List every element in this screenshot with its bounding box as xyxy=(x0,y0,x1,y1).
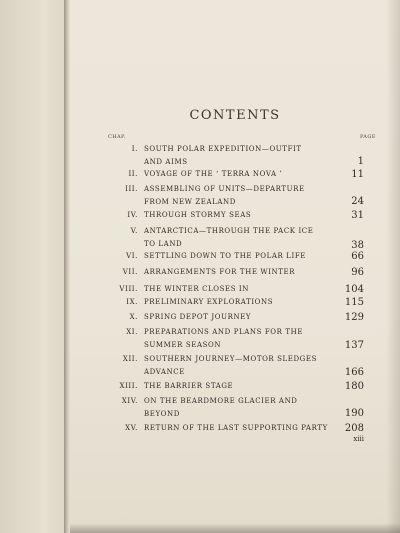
page-number: 208 xyxy=(344,423,364,434)
toc-entry-10 xyxy=(100,311,364,324)
chapter-title: THE WINTER CLOSES IN xyxy=(144,285,250,293)
toc-entry-8 xyxy=(100,283,364,296)
chapter-title: THROUGH STORMY SEAS xyxy=(144,211,252,219)
page-title: CONTENTS xyxy=(189,108,281,123)
chapter-title: PRELIMINARY EXPLORATIONS xyxy=(144,298,274,306)
page-number: 166 xyxy=(344,367,364,378)
page-number: 129 xyxy=(344,312,364,323)
toc-entry-2 xyxy=(100,168,364,181)
previous-page-edge xyxy=(0,0,64,533)
toc-entry-7 xyxy=(100,266,364,279)
chapter-title: ON THE BEARDMORE GLACIER AND xyxy=(144,397,298,405)
toc-entry-3 xyxy=(100,183,364,209)
chapter-number: X. xyxy=(129,313,138,321)
toc-entry-9 xyxy=(100,296,364,309)
chapter-title: ASSEMBLING OF UNITS—DEPARTURE xyxy=(144,185,305,193)
chapter-title: SOUTH POLAR EXPEDITION—OUTFIT xyxy=(144,145,302,153)
chapter-title-line2: BEYOND xyxy=(144,410,180,418)
chapter-title-line2: SUMMER SEASON xyxy=(144,341,222,349)
chapter-title: RETURN OF THE LAST SUPPORTING PARTY xyxy=(144,424,328,432)
toc-entry-13 xyxy=(100,380,364,393)
chapter-number: XIV. xyxy=(121,397,138,405)
chapter-title: SPRING DEPOT JOURNEY xyxy=(144,313,252,321)
chapter-number: IX. xyxy=(126,298,138,306)
chapter-title: VOYAGE OF THE ‘ TERRA NOVA ’ xyxy=(144,170,283,178)
page-number: 31 xyxy=(351,210,364,221)
chapter-number: XIII. xyxy=(119,382,138,390)
chapter-title-line2: ADVANCE xyxy=(144,368,185,376)
toc-entry-6 xyxy=(100,250,364,263)
page-number: 190 xyxy=(344,408,364,419)
bottom-shadow xyxy=(70,523,400,533)
page-number: 24 xyxy=(351,196,364,207)
toc-entry-11 xyxy=(100,326,364,352)
page-number: 66 xyxy=(351,251,364,262)
chapter-title: ANTARCTICA—THROUGH THE PACK ICE xyxy=(144,227,314,235)
toc-entry-5 xyxy=(100,225,364,251)
chapter-number: VIII. xyxy=(119,285,138,293)
page-number: 180 xyxy=(344,381,364,392)
chapter-title-line2: TO LAND xyxy=(144,240,183,248)
toc-entry-14 xyxy=(100,395,364,421)
chapter-title: THE BARRIER STAGE xyxy=(144,382,234,390)
page-column-header: PAGE xyxy=(360,134,376,140)
chapter-title-line2: AND AIMS xyxy=(144,158,188,166)
toc-entry-4 xyxy=(100,209,364,222)
page-number: 137 xyxy=(344,340,364,351)
toc-entry-1 xyxy=(100,143,364,169)
chapter-number: XV. xyxy=(125,424,138,432)
chapter-number: IV. xyxy=(127,211,138,219)
chapter-title: ARRANGEMENTS FOR THE WINTER xyxy=(144,268,296,276)
page-number: 1 xyxy=(357,156,364,167)
chapter-title-line2: FROM NEW ZEALAND xyxy=(144,198,236,206)
folio-number: xiii xyxy=(353,435,364,443)
page-number: 11 xyxy=(351,169,364,180)
page-number: 38 xyxy=(351,240,364,251)
chapter-number: XI. xyxy=(126,328,138,336)
chapter-number: II. xyxy=(128,170,138,178)
chapter-number: I. xyxy=(131,145,138,153)
chapter-number: VI. xyxy=(126,252,138,260)
chapter-number: III. xyxy=(125,185,138,193)
toc-entry-12 xyxy=(100,353,364,379)
leaf-edge-shadow xyxy=(386,0,400,533)
chapter-title: SOUTHERN JOURNEY—MOTOR SLEDGES xyxy=(144,355,317,363)
chapter-title: PREPARATIONS AND PLANS FOR THE xyxy=(144,328,304,336)
chap-column-header: CHAP. xyxy=(108,134,126,140)
chapter-number: V. xyxy=(130,227,138,235)
page-number: 96 xyxy=(351,267,364,278)
chapter-number: VII. xyxy=(122,268,138,276)
page-number: 104 xyxy=(344,284,364,295)
chapter-title: SETTLING DOWN TO THE POLAR LIFE xyxy=(144,252,306,260)
page-number: 115 xyxy=(344,297,364,308)
toc-entry-15 xyxy=(100,422,364,448)
chapter-number: XII. xyxy=(122,355,138,363)
